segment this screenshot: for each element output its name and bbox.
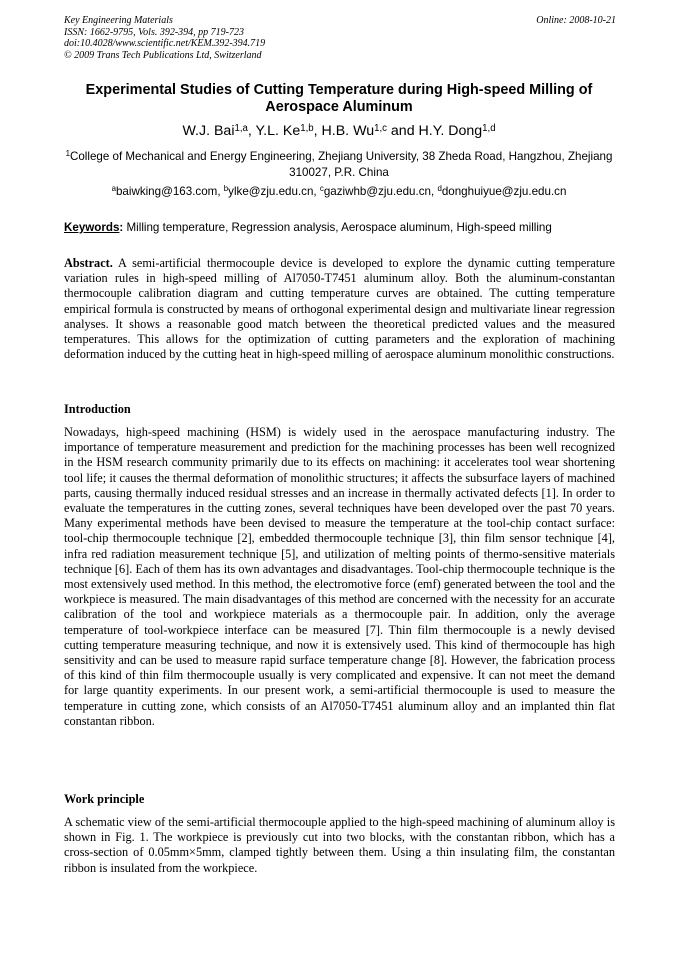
email-list	[40, 184, 638, 199]
email: $^d$donghuiyue@zju.edu.cn	[437, 184, 567, 198]
paper-title: Experimental Studies of Cutting Temperature during High-speed Milling of Aerospace Aluminum	[85, 82, 593, 115]
abstract	[64, 256, 615, 362]
author: H.Y. Dong$^{1,d}$	[418, 122, 496, 139]
keywords-text: Milling temperature, Regression analysis, Aerospace aluminum, High-speed milling	[123, 221, 552, 234]
work-principle-text: A schematic view of the semi-artificial thermocouple applied to the high-speed machining of aluminum alloy is shown in Fig. 1. The workpiece is previously cut into two blocks, with the constantan ribbon, which has a cross-section of 0.05mm×5mm, clamped tightly between them. Using a thin insulating film, the constantan ribbon is insulated from the workpiece.	[64, 815, 615, 875]
email: $^a$baiwking@163.com,	[111, 184, 224, 198]
copyright-line: © 2009 Trans Tech Publications Ltd, Switzerland	[64, 49, 262, 61]
abstract-label: Abstract.	[64, 256, 113, 270]
author-list	[40, 123, 638, 140]
doi-line: doi:10.4028/www.scientific.net/KEM.392-394.719	[64, 38, 266, 49]
keywords: Keywords: Milling temperature, Regression analysis, Aerospace aluminum, High-speed milling	[64, 221, 552, 234]
online-date: Online: 2008-10-21	[536, 15, 616, 26]
author: W.J. Bai$^{1,a}$,	[182, 122, 256, 139]
journal-header	[64, 15, 616, 61]
abstract-text: A semi-artificial thermocouple device is developed to explore the dynamic cutting temperature variation rules in high-speed milling of Al7050-T7451 aluminum alloy. Both the aluminum-constantan thermocouple calibration diagram and cutting temperature curves are obtained. The cutting temperature empirical formula is constructed by means of orthogonal experimental design and multivariate linear regression analyses. It shows a reasonable good match between the theoretical predicted values and the measured temperatures. This allows for the optimization of cutting parameters and the exploration of machining deformation induced by the cutting heat in high-speed milling of aerospace aluminum monolithic constructions.	[64, 256, 615, 362]
keywords-label: Keywords	[64, 221, 120, 234]
email: $^b$ylke@zju.edu.cn,	[223, 184, 320, 198]
introduction-heading: Introduction	[64, 402, 131, 416]
issn-line: ISSN: 1662-9795, Vols. 392-394, pp 719-723	[64, 26, 244, 38]
introduction-text: Nowadays, high-speed machining (HSM) is widely used in the aerospace manufacturing industry. The importance of temperature measurement and prediction for the machining processes has been well recognized in the HSM research community primarily due to its effects on machining: it accelerates tool wear shortening tool life; it causes the thermal deformation of monolithic structures; it affects the subsurface layers of machined parts, causing thermally induced residual stresses and an increase in thermally activated defects [1]. In order to evaluate the temperatures in the cutting zones, several techniques have been developed over the past 70 years. Many experimental methods have been devised to measure the temperature at the tool-chip contact surface: tool-chip thermocouple technique [2], embedded thermocouple technique [3], thin film sensor technique [4], infra red radiation measurement technique [5], and utilization of melting points of thermo-sensitive materials technique [6]. Each of them has its own advantages and disadvantages. Tool-chip thermocouple technique is the most extensively used method. In this method, the electromotive force (emf) generated between the tool and the workpiece is measured. The main disadvantages of this method are concerned with the necessity for an accurate calibration of the tool and workpiece materials as a thermocouple pair. In addition, only the average temperature of tool-workpiece interface can be measured [7]. Thin film thermocouple is a newly devised cutting temperature measuring technique, and now it is extensively used. This kind of thermocouple has high sensitivity and can be used to measure rapid surface temperature change [8]. However, the fabrication process of this kind of thin film thermocouple usually is very complicated and expensive. It can not meet the demand for large quantity experiments. In our present work, a semi-artificial thermocouple is used to measure the temperature in cutting zone, which consists of an Al7050-T7451 aluminum alloy and an implanted thin flat constantan ribbon.	[64, 425, 615, 728]
work-principle-heading: Work principle	[64, 792, 145, 806]
journal-name: Key Engineering Materials	[64, 15, 173, 26]
email: $^c$gaziwhb@zju.edu.cn,	[319, 184, 438, 198]
affiliation: $^1$College of Mechanical and Energy Engineering, Zhejiang University, 38 Zheda Road, Hangzhou, Zhejiang 310027, P.R. China	[65, 149, 613, 179]
author: Y.L. Ke$^{1,b}$,	[255, 122, 322, 139]
author: H.B. Wu$^{1,c}$ and	[321, 122, 419, 139]
